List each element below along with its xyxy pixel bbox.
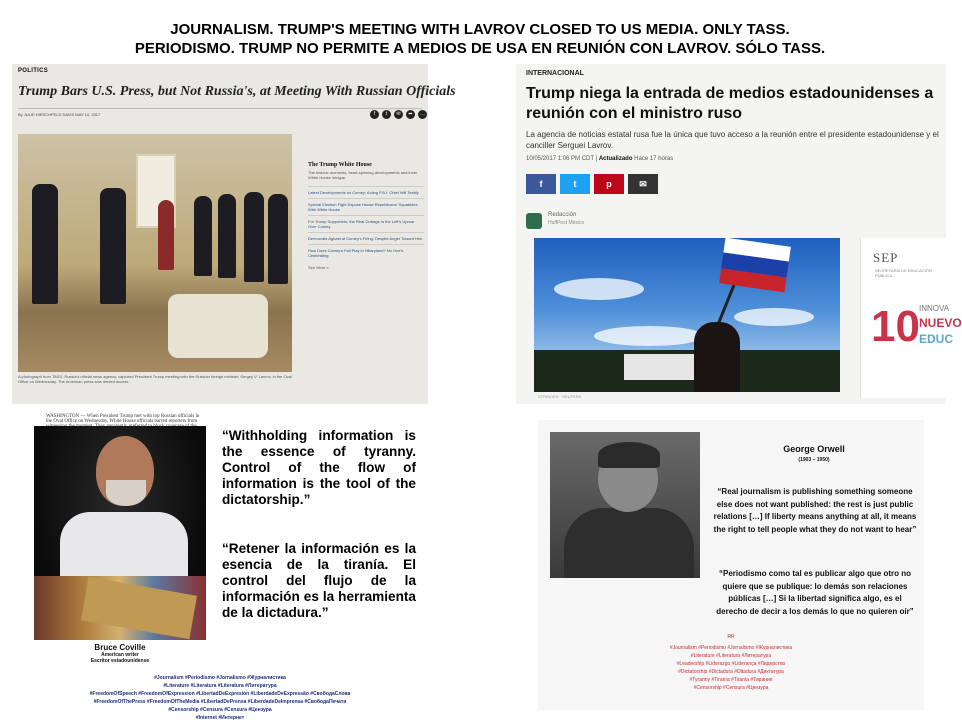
- huffpost-date: [526, 156, 673, 162]
- author-name[interactable]: Redacción: [548, 212, 577, 218]
- sofa-shape: [168, 294, 268, 358]
- huffpost-article-screenshot: [516, 64, 962, 404]
- sidebar-link[interactable]: How Does Comey's Fall Play in Hillaryland? No One's Celebrating: [308, 244, 424, 261]
- orwell-quote-english: “Real journalism is publishing something someone else does not want published: the rest is just public relations […] If liberty means anything at all, it means the right to tell people what they do not want to hear”: [713, 487, 917, 534]
- author-org: HuffPost México: [548, 220, 585, 226]
- updated-ago: Hace 17 horas: [634, 156, 674, 162]
- pinterest-share-button[interactable]: p: [594, 174, 624, 194]
- body-line: the Oval Office on Wednesday, White House officials barred reporters from: [46, 419, 198, 424]
- email-share-button[interactable]: ✉: [628, 174, 658, 194]
- more-icon[interactable]: …: [420, 111, 425, 117]
- hashtag-line: #Literature #Literatura #Literatura #Литература: [163, 683, 277, 689]
- date-text: 10/05/2017 1:06 PM CDT |: [526, 156, 598, 162]
- sep-logo: SEP: [873, 250, 899, 265]
- person-figure: [194, 196, 212, 276]
- russian-flag-photo: [534, 238, 840, 392]
- ad-number: 10: [871, 302, 920, 351]
- person-figure: [218, 194, 236, 278]
- twitter-icon[interactable]: t: [382, 110, 391, 119]
- hair-shape: [598, 442, 660, 468]
- sidebar-link[interactable]: Special Election Fight Expose House Republicans' Squabbles With White House: [308, 198, 424, 215]
- hashtag-line: #Literature #Literatura #Литература: [690, 653, 772, 659]
- hashtag-line: #Dictatorship #Dictadura #Ditadura #Диктатура: [678, 669, 784, 675]
- hashtag-line: #Censorship #Censura #Цензура: [693, 685, 769, 691]
- sidebar-description: The historic moments, head-spinning developments and inner White House intrigue.: [308, 170, 418, 180]
- ad-word: NUEVO: [919, 316, 962, 330]
- person-figure: [32, 184, 58, 304]
- hand-shape: [694, 322, 740, 392]
- sidebar-link[interactable]: Latest Developments on Comey: Acting F.B.I. Chief Will Testify: [308, 186, 424, 198]
- cloud-shape: [554, 278, 644, 300]
- nyt-divider: [18, 108, 422, 109]
- cloud-shape: [734, 308, 814, 326]
- person-figure: [268, 194, 288, 284]
- oval-office-photo: [18, 134, 292, 372]
- coville-quote-spanish: “Retener la información es la esencia de la tiranía. El control del flujo de la información es la herramienta de la dictadura.”: [222, 541, 416, 620]
- updated-label: Actualizado: [598, 156, 633, 162]
- hashtag-line: #Journalism #Periodismo #Jornalismo #Журналистика: [154, 675, 286, 681]
- hashtag-line: #Internet #Интернет: [195, 715, 245, 721]
- sidebar-link[interactable]: Democrats Aghast at Comey's Firing, Despite Anger Toward Him: [308, 232, 424, 244]
- nyt-section-label: POLITICS: [18, 68, 49, 74]
- orwell-name: George Orwell: [783, 444, 845, 454]
- share-icon[interactable]: ➦: [406, 110, 415, 119]
- person-figure: [158, 200, 174, 270]
- huffpost-headline[interactable]: Trump niega la entrada de medios estadounidenses a reunión con el ministro ruso: [526, 85, 934, 122]
- bruce-coville-photo: [34, 426, 206, 640]
- email-icon[interactable]: ✉: [394, 110, 403, 119]
- hashtag-line: #FreedomOfThePress #FreedomOfTheMedia #LibertadDePrensa #LiberdadeDeImprensa #СвободаПечати: [93, 699, 347, 705]
- headline-spanish: PERIODISMO. TRUMP NO PERMITE A MEDIOS DE USA EN REUNIÓN CON LAVROV. SÓLO TASS.: [134, 40, 826, 57]
- hashtag-line: #Tyranny #Tiranía #Tirania #Тирания: [689, 677, 773, 683]
- nyt-sidebar: [308, 162, 424, 270]
- photo-credit: STRINGER · REUTERS: [538, 394, 582, 399]
- orwell-quote-spanish: “Periodismo como tal es publicar algo que otro no quiere que se publique: lo demás son relaciones públicas […] Si la libertad significa algo, es el derecho de decir a los demás lo que no quieren oír”: [716, 569, 914, 616]
- ad-word: INNOVA: [919, 304, 950, 313]
- hashtag-line: #Journalism #Periodismo #Jornalismo #Журналистика: [669, 645, 793, 651]
- sep-subtitle: SECRETARÍA DE EDUCACIÓN PÚBLICA: [875, 268, 932, 278]
- orwell-hashtags: [538, 644, 924, 692]
- page-headline: [0, 20, 960, 58]
- nyt-headline[interactable]: Trump Bars U.S. Press, but Not Russia's, at Meeting With Russian Officials: [18, 84, 456, 99]
- see-more-link[interactable]: See More »: [308, 265, 329, 270]
- hashtag-line: #Leadership #Liderazgo #Liderança #Лидерство: [676, 661, 786, 667]
- body-line: WASHINGTON — When President Trump met with top Russian officials in: [46, 414, 200, 419]
- coville-quote-english: “Withholding information is the essence of tyranny. Control of the flow of information is the tool of the dictatorship.”: [222, 428, 416, 507]
- coville-caption: [34, 643, 206, 664]
- facebook-icon[interactable]: f: [370, 110, 379, 119]
- facebook-share-button[interactable]: f: [526, 174, 556, 194]
- nyt-photo-caption: A photograph from TASS, Russia's official news agency, captured President Trump meeting with the Russian foreign minister, Sergey V. Lavrov, in the Oval Office on Wednesday. The American press was denied access.: [18, 374, 292, 384]
- huffpost-section-label: INTERNACIONAL: [526, 70, 584, 77]
- cloud-shape: [594, 326, 704, 346]
- coville-name: Bruce Coville: [94, 643, 146, 652]
- nyt-byline: By JULIE HIRSCHFELD DAVIS MAY 10, 2017: [18, 112, 101, 117]
- coville-hashtags: [60, 674, 380, 722]
- coville-role-en: American writer: [101, 652, 139, 658]
- russian-flag: [719, 238, 791, 293]
- headline-english: JOURNALISM. TRUMP'S MEETING WITH LAVROV CLOSED TO US MEDIA. ONLY TASS.: [170, 21, 790, 38]
- coville-role-es: Escritor estadounidense: [90, 658, 150, 664]
- coat-shape: [564, 508, 694, 578]
- twitter-share-button[interactable]: t: [560, 174, 590, 194]
- person-figure: [100, 188, 126, 304]
- rr-mark: RR: [727, 634, 735, 640]
- sep-advertisement[interactable]: [860, 238, 962, 398]
- hashtag-line: #Censorship #Censura #Censura #Цензура: [168, 707, 272, 713]
- sidebar-title[interactable]: The Trump White House: [308, 162, 372, 168]
- orwell-card: [538, 420, 924, 710]
- huffpost-subtitle: La agencia de noticias estatal rusa fue la única que tuvo acceso a la reunión entre el presidente estadounidense y el canciller Serguei Lavrov.: [526, 130, 939, 150]
- ad-word: EDUC: [919, 332, 954, 346]
- beard-shape: [106, 480, 146, 506]
- avatar: [526, 213, 542, 229]
- george-orwell-photo: [550, 432, 700, 578]
- hashtag-line: #FreedomOfSpeech #FreedomOfExpression #LibertadDeExpresión #LiberdadeDeExpressão #СвободаСлова: [89, 691, 351, 697]
- orwell-years: (1903 – 1950): [798, 457, 830, 463]
- person-figure: [244, 192, 264, 282]
- author-block: [526, 212, 585, 230]
- sidebar-link[interactable]: For Trump Supporters, the Real Outrage Is the Left's Uproar Over Comey: [308, 215, 424, 232]
- nyt-article-screenshot: [12, 64, 456, 424]
